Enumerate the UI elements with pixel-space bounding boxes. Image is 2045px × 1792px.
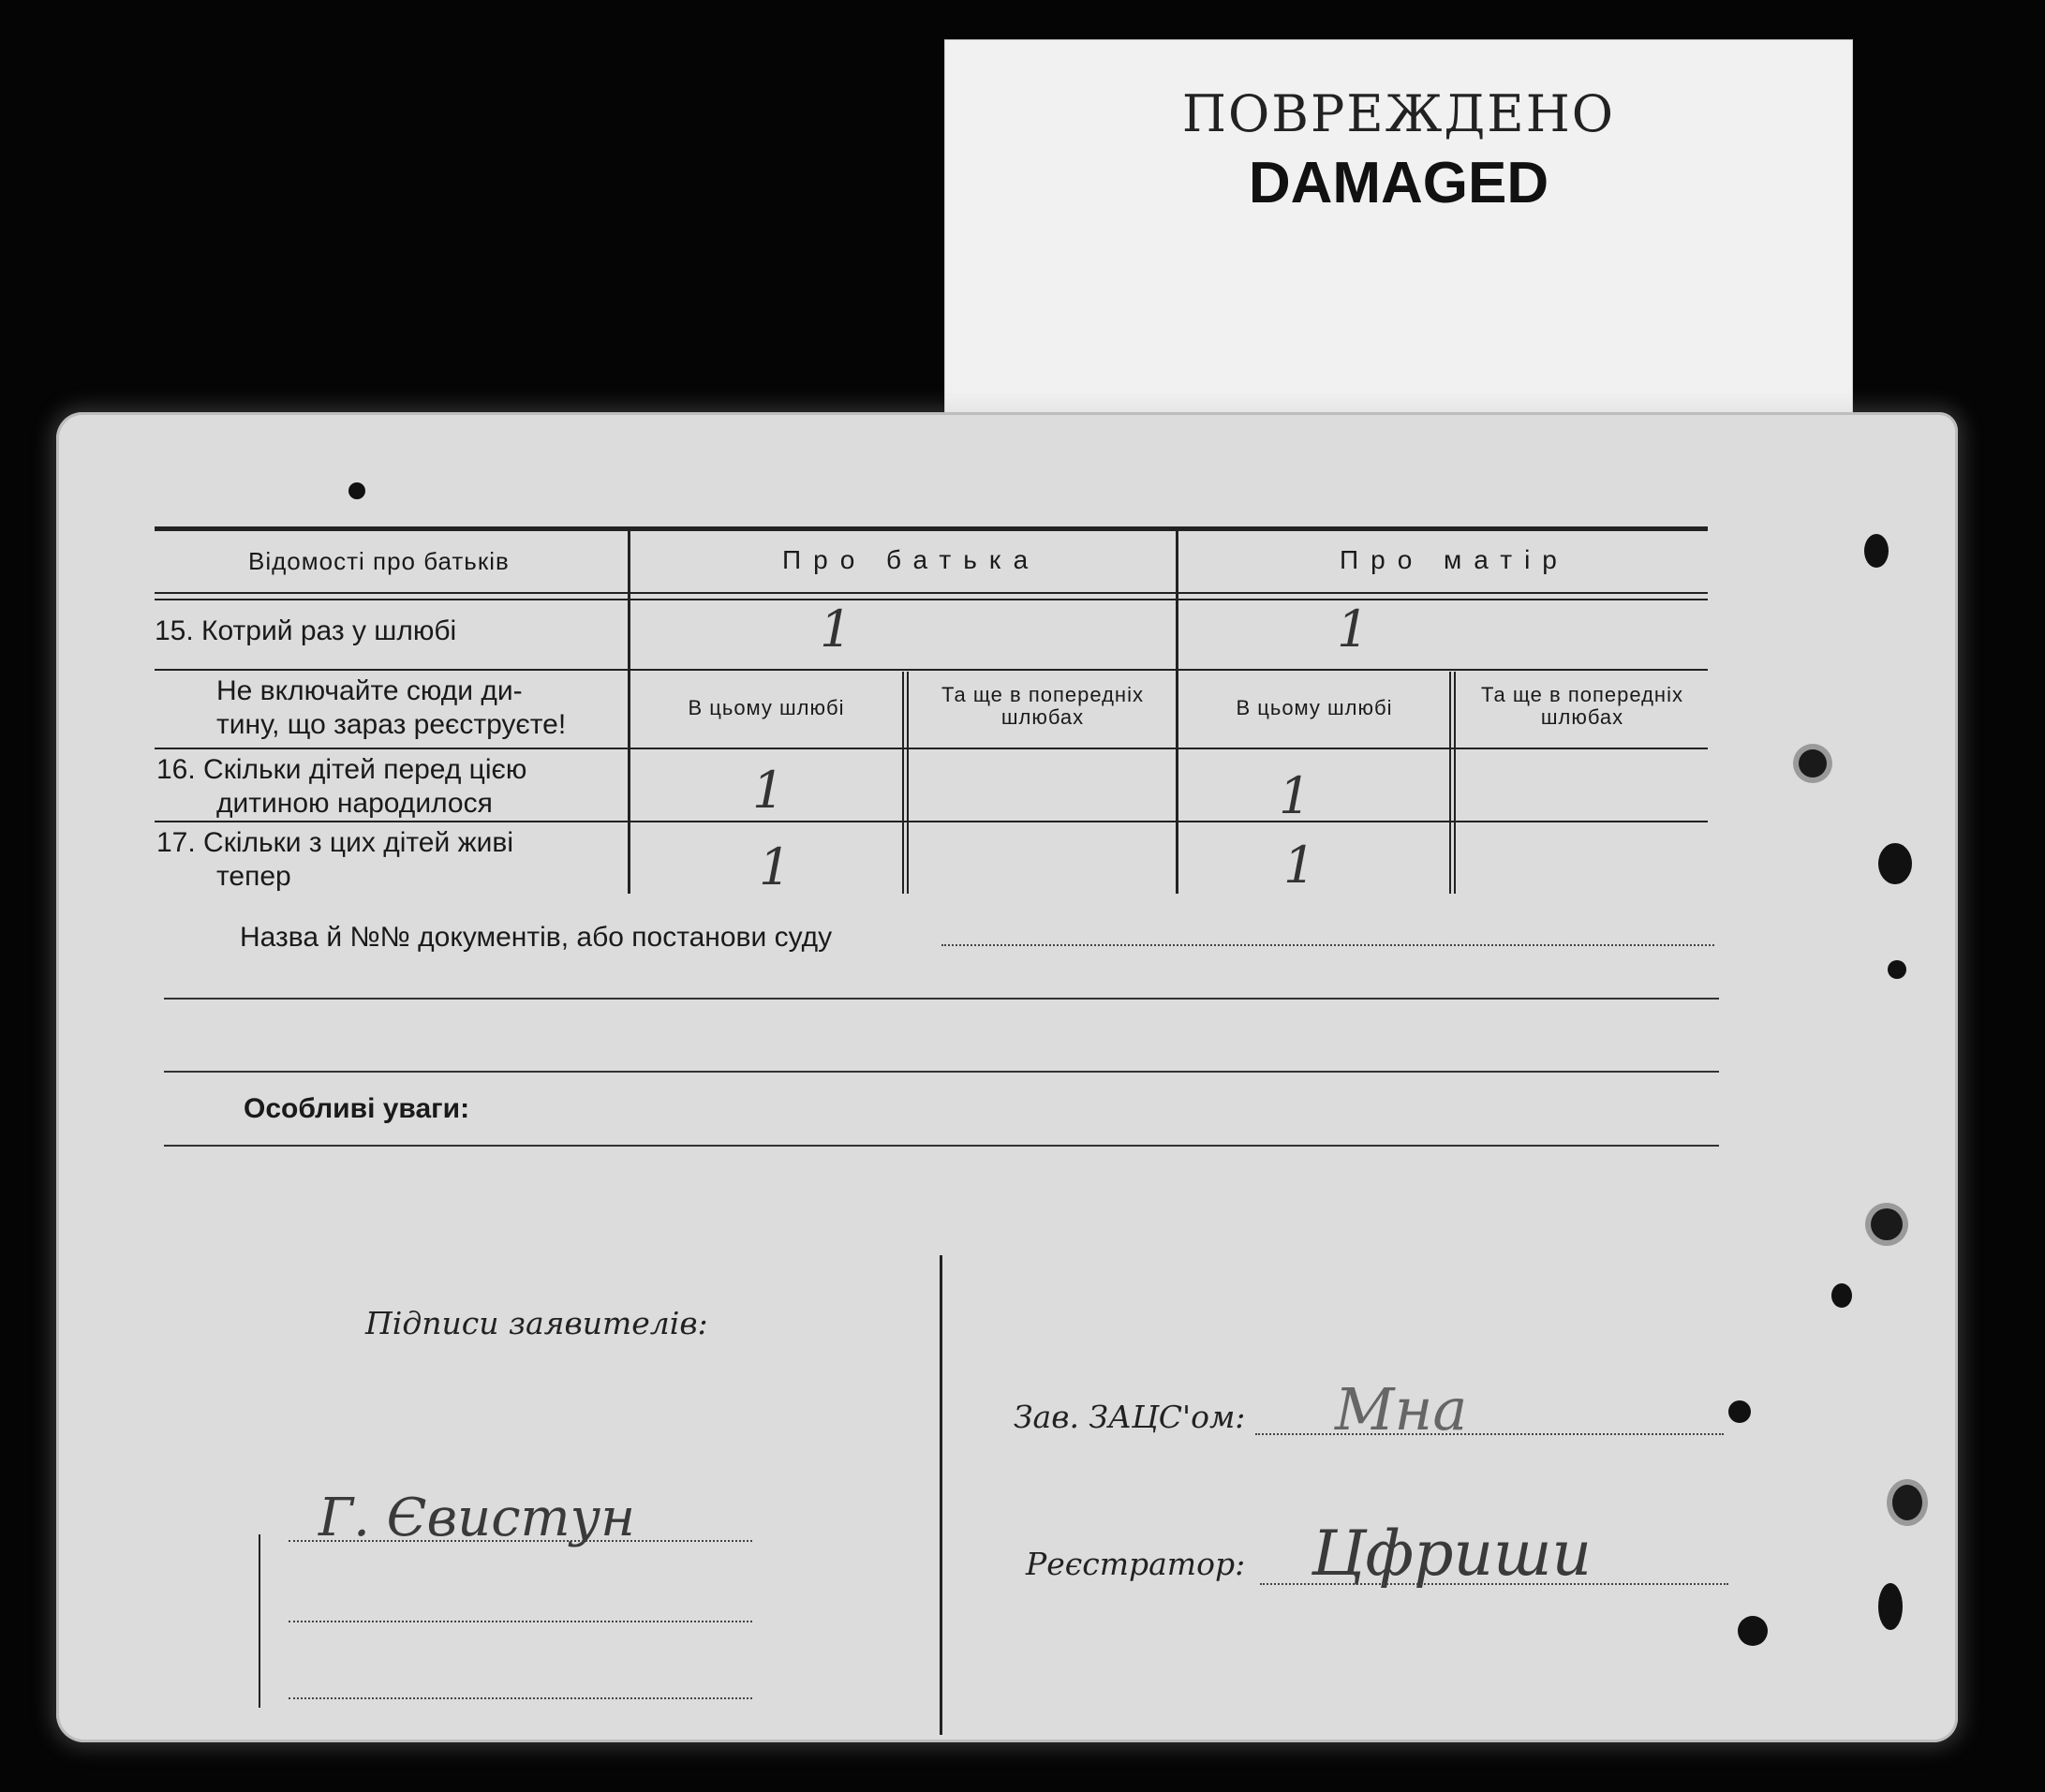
damage-hole [1871, 1208, 1903, 1240]
row15-label: 15. Котрий раз у шлюбі [155, 615, 457, 646]
damaged-label-card [944, 39, 1853, 433]
note-line1: Не включайте сюди ди- [216, 675, 523, 706]
damage-hole [1888, 960, 1906, 979]
damage-hole [1831, 1283, 1852, 1308]
row16-father-value: 1 [752, 761, 785, 820]
registrar-signature: Цфриши [1311, 1518, 1592, 1590]
damage-hole [1799, 749, 1827, 778]
header-parents-info: Відомості про батьків [248, 547, 510, 575]
applicant-signature: Г. Євистун [319, 1488, 636, 1548]
sub-mother-this-marriage: В цьому шлюбі [1236, 696, 1393, 719]
note-line2: тину, що зараз реєструєте! [216, 709, 567, 740]
row15-father-value: 1 [820, 600, 852, 659]
head-signature: Мна [1335, 1375, 1468, 1444]
registrar-label: Реєстратор: [1026, 1546, 1246, 1582]
row16-line2: дитиною народилося [216, 788, 493, 819]
row17-father-value: 1 [759, 837, 792, 896]
sub-father-this-marriage: В цьому шлюбі [688, 696, 845, 719]
row17-line1: 17. Скільки з цих дітей живі [156, 827, 513, 858]
signature-divider [940, 1255, 942, 1735]
damage-hole [348, 482, 365, 499]
documents-line-2 [164, 998, 1719, 1000]
head-signature-line [1255, 1433, 1724, 1435]
remarks-label: Особливі уваги: [244, 1093, 470, 1124]
remarks-line [164, 1145, 1719, 1147]
applicant-line-2 [289, 1621, 752, 1622]
damage-hole [1864, 534, 1889, 568]
head-label: Зав. ЗАЦС'ом: [1014, 1399, 1246, 1435]
sub-father-previous: Та ще в попередніх шлюбах [941, 683, 1144, 729]
row16-mother-value: 1 [1279, 766, 1311, 825]
damage-hole [1892, 1485, 1922, 1520]
sub-mother-previous: Та ще в попередніх шлюбах [1481, 683, 1683, 729]
damage-hole [1728, 1400, 1751, 1423]
damaged-label-en: DAMAGED [1248, 151, 1549, 215]
damage-hole [1878, 843, 1912, 884]
documents-label: Назва й №№ документів, або постанови суду [240, 922, 833, 953]
applicant-bracket [259, 1534, 260, 1708]
damage-hole [1738, 1616, 1768, 1646]
header-father: Про батька [782, 545, 1041, 574]
row17-line2: тепер [216, 861, 291, 892]
damaged-label-ru: ПОВРЕЖДЕНО [1181, 84, 1616, 143]
row16-line1: 16. Скільки дітей перед цією [156, 754, 527, 785]
header-mother: Про матір [1340, 545, 1569, 574]
damage-hole [1878, 1583, 1903, 1630]
documents-dotted-line [941, 944, 1714, 946]
applicant-line-3 [289, 1697, 752, 1699]
row15-mother-value: 1 [1337, 600, 1370, 659]
applicant-line-1 [289, 1540, 752, 1542]
applicants-label: Підписи заявителів: [365, 1305, 708, 1341]
registrar-signature-line [1260, 1583, 1728, 1585]
documents-line-3 [164, 1071, 1719, 1073]
row17-mother-value: 1 [1283, 836, 1316, 895]
